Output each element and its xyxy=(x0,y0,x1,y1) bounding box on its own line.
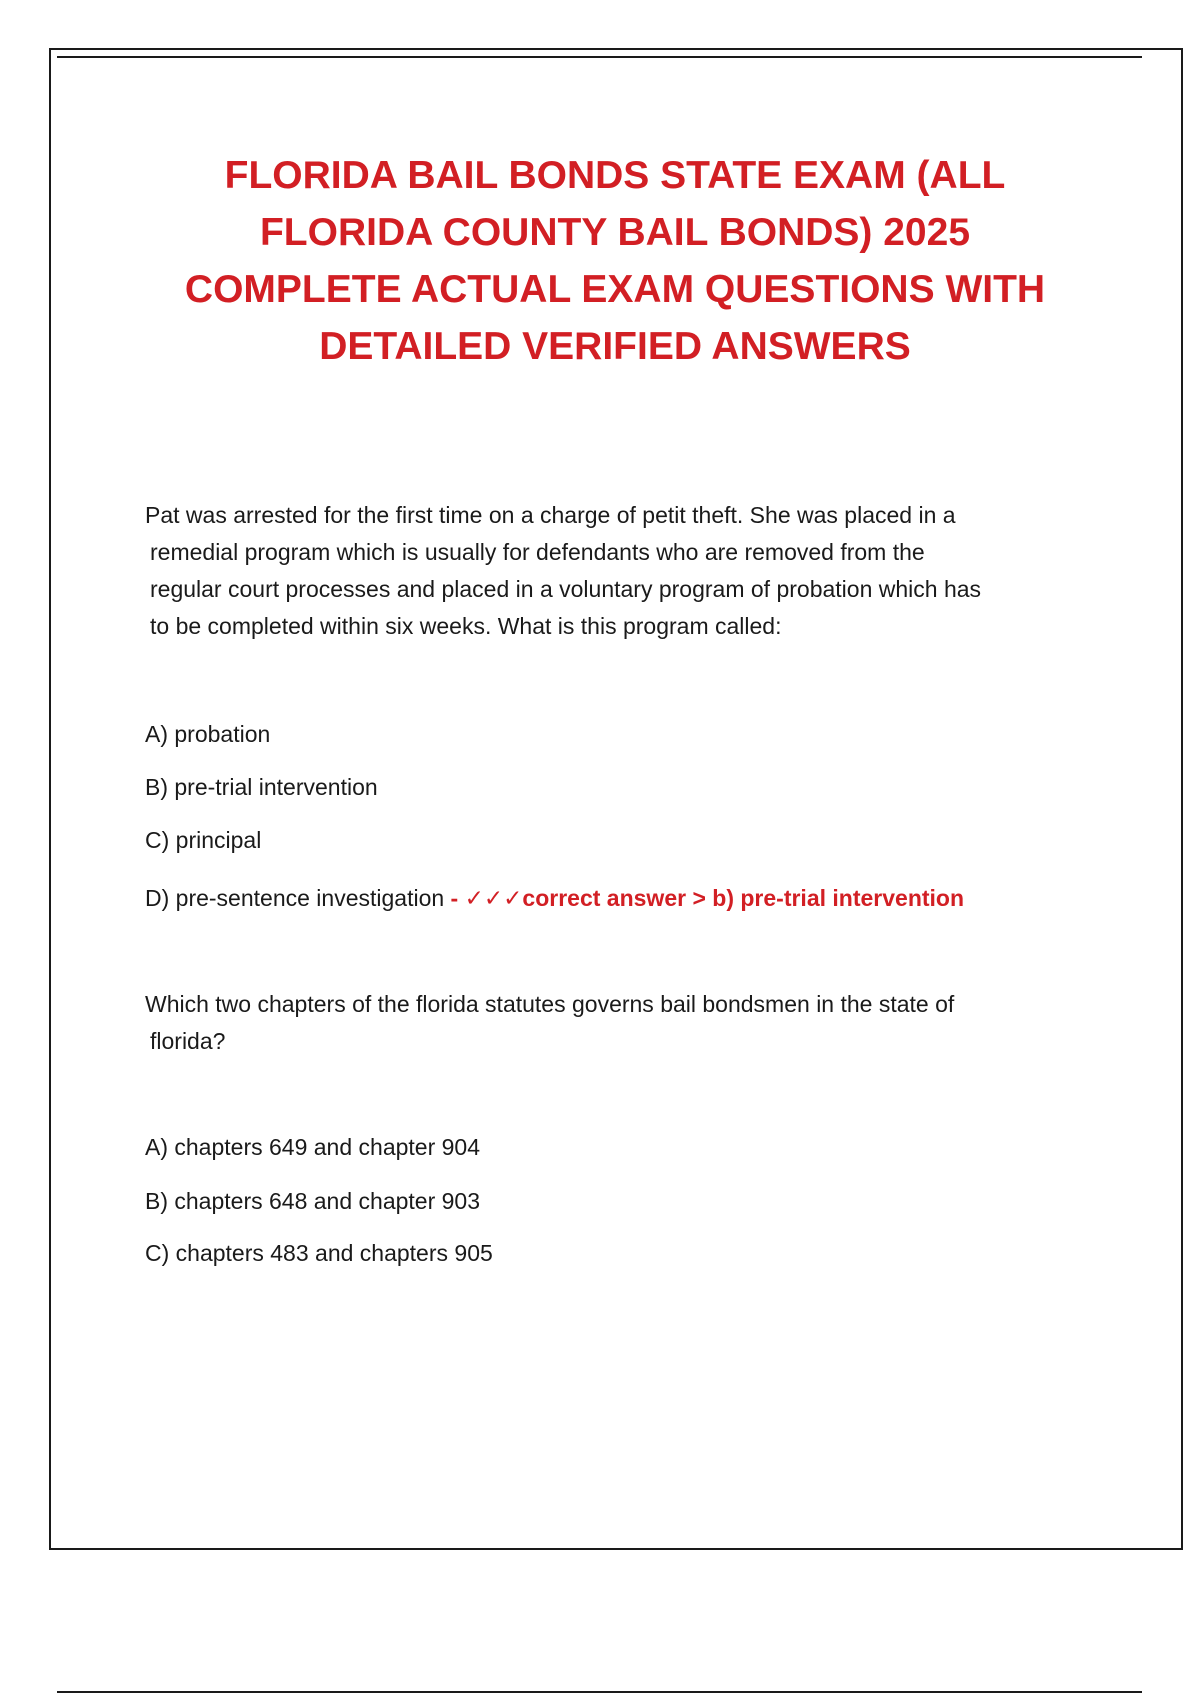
question-line: Pat was arrested for the first time on a charge of petit theft. She was placed in a xyxy=(145,502,956,528)
question-2-option-c: C) chapters 483 and chapters 905 xyxy=(145,1240,493,1266)
document-title xyxy=(100,147,1130,375)
question-line: remedial program which is usually for defendants who are removed from the xyxy=(150,539,925,565)
title-line: DETAILED VERIFIED ANSWERS xyxy=(319,325,911,368)
question-1-option-d xyxy=(145,883,964,913)
question-1-option-b: B) pre-trial intervention xyxy=(145,774,378,800)
question-line: florida? xyxy=(150,1028,226,1054)
question-1-option-a: A) probation xyxy=(145,721,271,747)
question-2-option-b: B) chapters 648 and chapter 903 xyxy=(145,1188,481,1214)
question-2-text xyxy=(145,986,1105,1060)
question-line: Which two chapters of the florida statutes governs bail bondsmen in the state of xyxy=(145,991,955,1017)
question-1-text xyxy=(145,497,1105,645)
question-line: to be completed within six weeks. What is this program called: xyxy=(150,613,782,639)
correct-answer: - ✓✓✓correct answer > b) pre-trial intervention xyxy=(444,885,965,911)
top-rule xyxy=(57,56,1142,58)
question-1-option-c: C) principal xyxy=(145,827,262,853)
option-d-label: D) pre-sentence investigation xyxy=(145,885,445,911)
bottom-rule xyxy=(57,1691,1142,1693)
title-line: FLORIDA BAIL BONDS STATE EXAM (ALL xyxy=(224,154,1006,197)
question-2-option-a: A) chapters 649 and chapter 904 xyxy=(145,1134,481,1160)
question-line: regular court processes and placed in a voluntary program of probation which has xyxy=(150,576,982,602)
title-line: COMPLETE ACTUAL EXAM QUESTIONS WITH xyxy=(184,268,1046,311)
title-line: FLORIDA COUNTY BAIL BONDS) 2025 xyxy=(259,211,971,254)
